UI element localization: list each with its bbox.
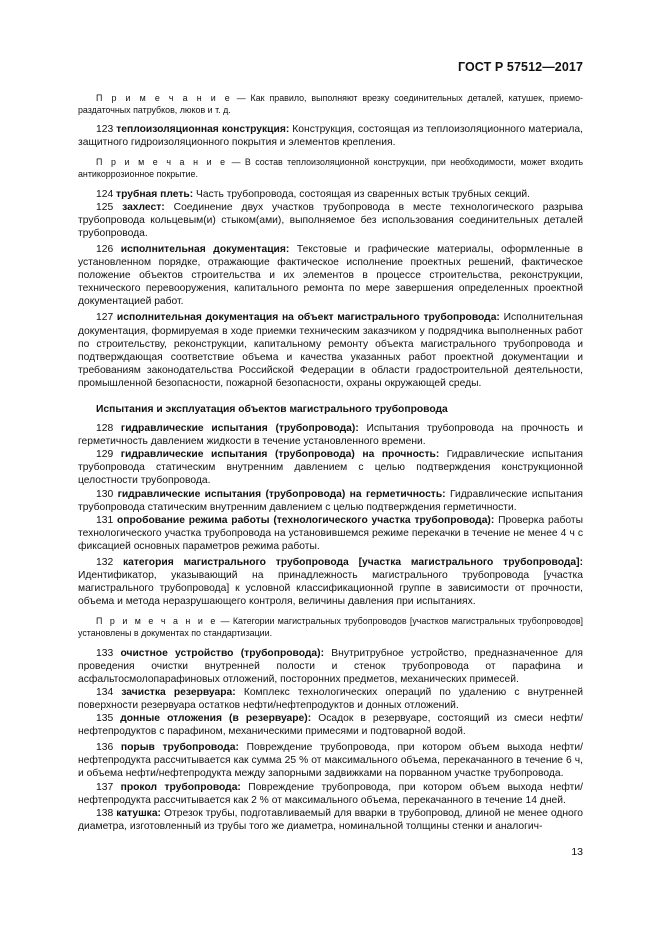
- standard-code: ГОСТ Р 57512—2017: [457, 60, 583, 74]
- term-133: 133 очистное устройство (трубопровода): Внутритрубное устройство, предназначенное для проведения очистки внутренней полости и стенок трубопровода от парафина и асфальтосмолопарафиновых отложений, посторонних предметов, механических примесей.: [78, 647, 584, 685]
- page-number: 13: [571, 846, 583, 858]
- term-137: 137 прокол трубопровода: Повреждение трубопровода, при котором объем выхода нефти/нефтепродукта рассчитывается как 2 % от максимального объема, перекачанного в течение 14 дней.: [78, 781, 584, 806]
- page-body: [78, 93, 583, 833]
- term-129: 129 гидравлические испытания (трубопровода) на прочность: Гидравлические испытания трубопровода статическим внутренним давлением с целью подтверждения конструкционной целостности трубопровода.: [78, 449, 583, 487]
- note-3: П р и м е ч а н и е — Категории магистральных трубопроводов [участков магистральных трубопроводов] установлены в документах по стандартизации.: [78, 616, 583, 638]
- term-128: 128 гидравлические испытания (трубопровода): Испытания трубопровода на прочность и герметичность давлением жидкости в течение установленного времени.: [78, 423, 583, 448]
- term-132: 132 категория магистрального трубопровода [участка магистрального трубопровода]: Идентификатор, указывающий на принадлежность магистрального трубопровода [участка магистрального трубопровода] к условной классификационной группе в зависимости от прочности, объема и метода неразрушающего контроля, величины давления при испытаниях.: [78, 557, 583, 608]
- term-125: 125 захлест: Соединение двух участков трубопровода в месте технологического разрыва трубопровода кольцевым(и) стыком(ами), выполняемое без использования соединительных деталей трубопровода.: [78, 201, 583, 239]
- term-134: 134 зачистка резервуара: Комплекс технологических операций по удалению с внутренней поверхности резервуара остатков нефти/нефтепродуктов и донных отложений.: [78, 686, 583, 711]
- term-124: 124 трубная плеть: Часть трубопровода, состоящая из сваренных встык трубных секций.: [96, 188, 530, 200]
- note-2: П р и м е ч а н и е — В состав теплоизоляционной конструкции, при необходимости, может входить антикоррозионное покрытие.: [78, 157, 583, 179]
- term-135: 135 донные отложения (в резервуаре): Осадок в резервуаре, состоящий из смеси нефти/нефтепродуктов с парафином, механическими примесями и подтоварной водой.: [78, 713, 584, 738]
- term-126: 126 исполнительная документация: Текстовые и графические материалы, оформленные в установленном порядке, отражающие фактическое исполнение проектных решений, фактическое положение объектов строительства и их элементов в процессе строительства, реконструкции, технического перевооружения, капитального ремонта по мере завершения определенных проектной документацией работ.: [78, 243, 584, 308]
- term-138: 138 катушка: Отрезок трубы, подготавливаемый для вварки в трубопровод, длиной не менее одного диаметра, изготовленный из трубы того же диаметра, номинальной толщины стенки и аналогич-: [78, 807, 583, 832]
- section-title: Испытания и эксплуатация объектов магистрального трубопровода: [96, 403, 448, 415]
- term-123: 123 теплоизоляционная конструкция: Конструкция, состоящая из теплоизоляционного материала, защитного гидроизоляционного покрытия и элементов крепления.: [78, 124, 583, 149]
- term-130: 130 гидравлические испытания (трубопровода) на герметичность: Гидравлические испытания трубопровода статическим внутренним давлением с целью подтверждения герметичности.: [78, 488, 583, 513]
- term-127: 127 исполнительная документация на объект магистрального трубопровода: Исполнительная документация, формируемая в ходе приемки техническим заказчиком у подрядчика выполненных работ по строительству, реконструкции, капитальному ремонту объекта магистрального трубопровода и подтверждающая соответствие объема и качества указанных работ проектной документации и требованиям законодательства Российской Федерации в области градостроительной деятельности, промышленной безопасности, пожарной безопасности, охраны окружающей среды.: [78, 312, 584, 389]
- term-136: 136 порыв трубопровода: Повреждение трубопровода, при котором объем выхода нефти/нефтепродукта рассчитывается как сумма 25 % от максимального объема, перекачанного в течение 6 ч, и объема нефти/нефтепродукта между запорными задвижками на порванном участке трубопровода.: [78, 742, 583, 780]
- term-131: 131 опробование режима работы (технологического участка трубопровода): Проверка работы технологического участка трубопровода на установившемся режиме перекачки в течение не менее 4 ч с фиксацией основных параметров режима работы.: [78, 514, 584, 552]
- note-1: П р и м е ч а н и е — Как правило, выполняют врезку соединительных деталей, катушек, приемо-раздаточных патрубков, люков и т. д.: [78, 93, 583, 115]
